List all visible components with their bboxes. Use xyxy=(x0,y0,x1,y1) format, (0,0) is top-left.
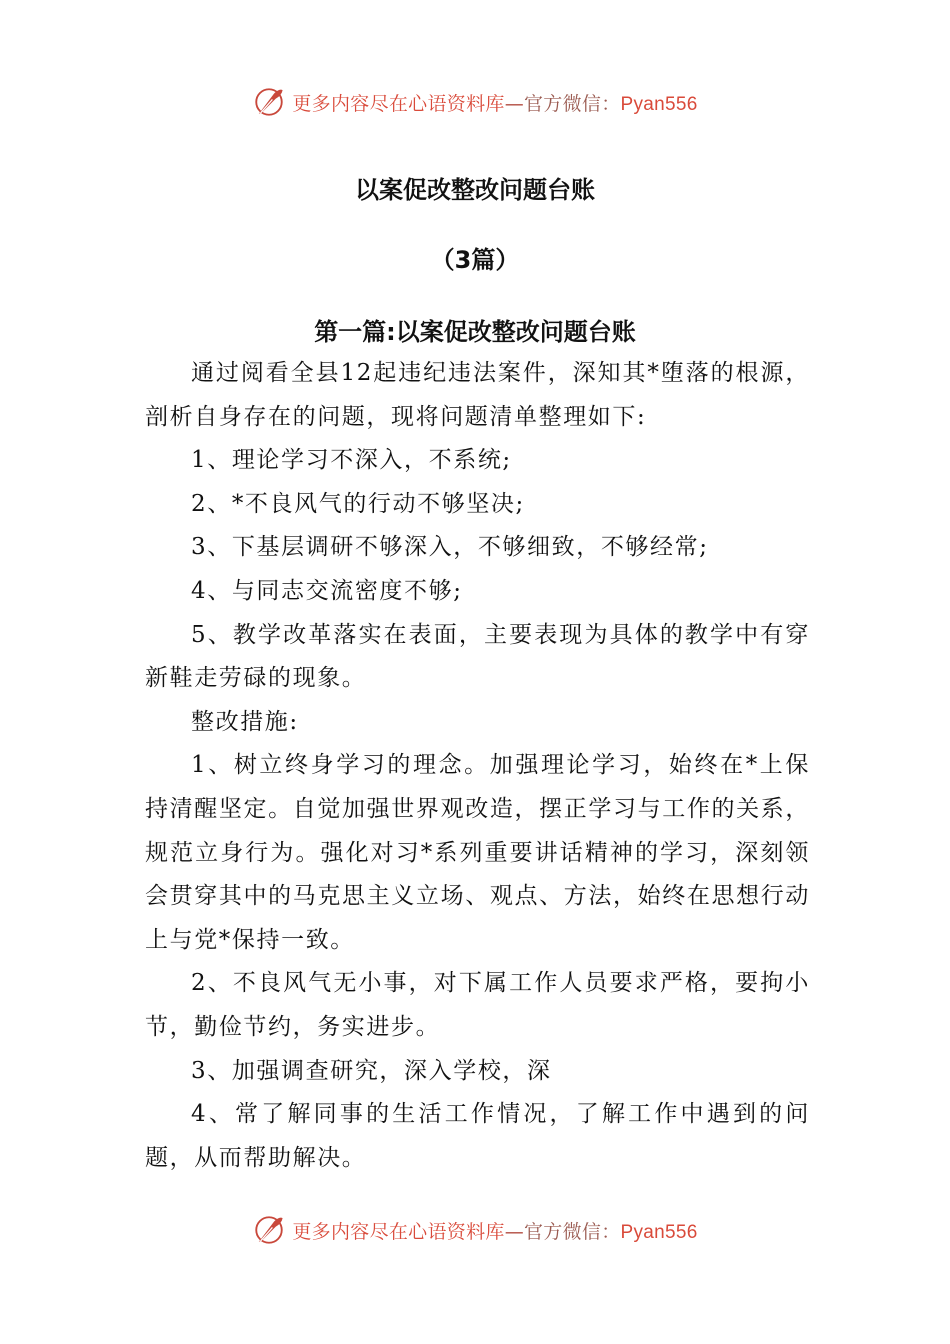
header-watermark xyxy=(0,80,950,124)
watermark-dash: — xyxy=(504,1220,524,1243)
document-body xyxy=(145,352,810,1180)
watermark-sub-text: 官方微信： xyxy=(524,1220,621,1243)
quill-pen-logo-icon xyxy=(252,85,286,119)
watermark-sub-text: 官方微信： xyxy=(524,92,621,115)
paragraph-problem-2: 2、*不良风气的行动不够坚决; xyxy=(191,490,525,517)
paragraph-intro: 通过阅看全县12起违纪违法案件，深知其*堕落的根源，剖析自身存在的问题，现将问题清单整理如下: xyxy=(145,360,810,430)
footer-watermark xyxy=(0,1208,950,1252)
paragraph-problem-4: 4、与同志交流密度不够; xyxy=(191,577,463,604)
watermark-main-text: 更多内容尽在心语资料库 xyxy=(292,92,505,115)
paragraph-measure-1: 1、树立终身学习的理念。加强理论学习，始终在*上保持清醒坚定。自觉加强世界观改造，摆正学习与工作的关系，规范立身行为。强化对习*系列重要讲话精神的学习，深刻领会贯穿其中的马克思主义立场、观点、方法，始终在思想行动上与党*保持一致。 xyxy=(145,752,810,953)
paragraph-measure-3: 3、加强调查研究，深入学校，深 xyxy=(191,1057,552,1084)
watermark-wechat-id: Pyan556 xyxy=(620,93,698,115)
watermark-main-text: 更多内容尽在心语资料库 xyxy=(292,1220,505,1243)
paragraph-measure-2: 2、不良风气无小事，对下属工作人员要求严格，要拘小节，勤俭节约，务实进步。 xyxy=(145,970,810,1040)
watermark-dash: — xyxy=(504,92,524,115)
section-title: 第一篇:以案促改整改问题台账 xyxy=(314,318,636,346)
watermark-content xyxy=(252,1213,697,1247)
paragraph-problem-5: 5、教学改革落实在表面，主要表现为具体的教学中有穿新鞋走劳碌的现象。 xyxy=(145,621,810,692)
quill-pen-logo-icon xyxy=(252,1213,286,1247)
watermark-text xyxy=(292,89,697,116)
paragraph-measure-4: 4、常了解同事的生活工作情况，了解工作中遇到的问题，从而帮助解决。 xyxy=(145,1101,810,1171)
document-title: 以案促改整改问题台账 xyxy=(355,176,595,204)
watermark-wechat-id: Pyan556 xyxy=(620,1221,698,1243)
paragraph-measures-heading: 整改措施: xyxy=(191,708,299,735)
watermark-content xyxy=(252,85,697,119)
document-count-label: （3篇） xyxy=(430,246,520,274)
paragraph-problem-3: 3、下基层调研不够深入，不够细致，不够经常; xyxy=(191,534,709,561)
watermark-text xyxy=(292,1217,697,1244)
paragraph-problem-1: 1、理论学习不深入，不系统; xyxy=(191,447,512,474)
